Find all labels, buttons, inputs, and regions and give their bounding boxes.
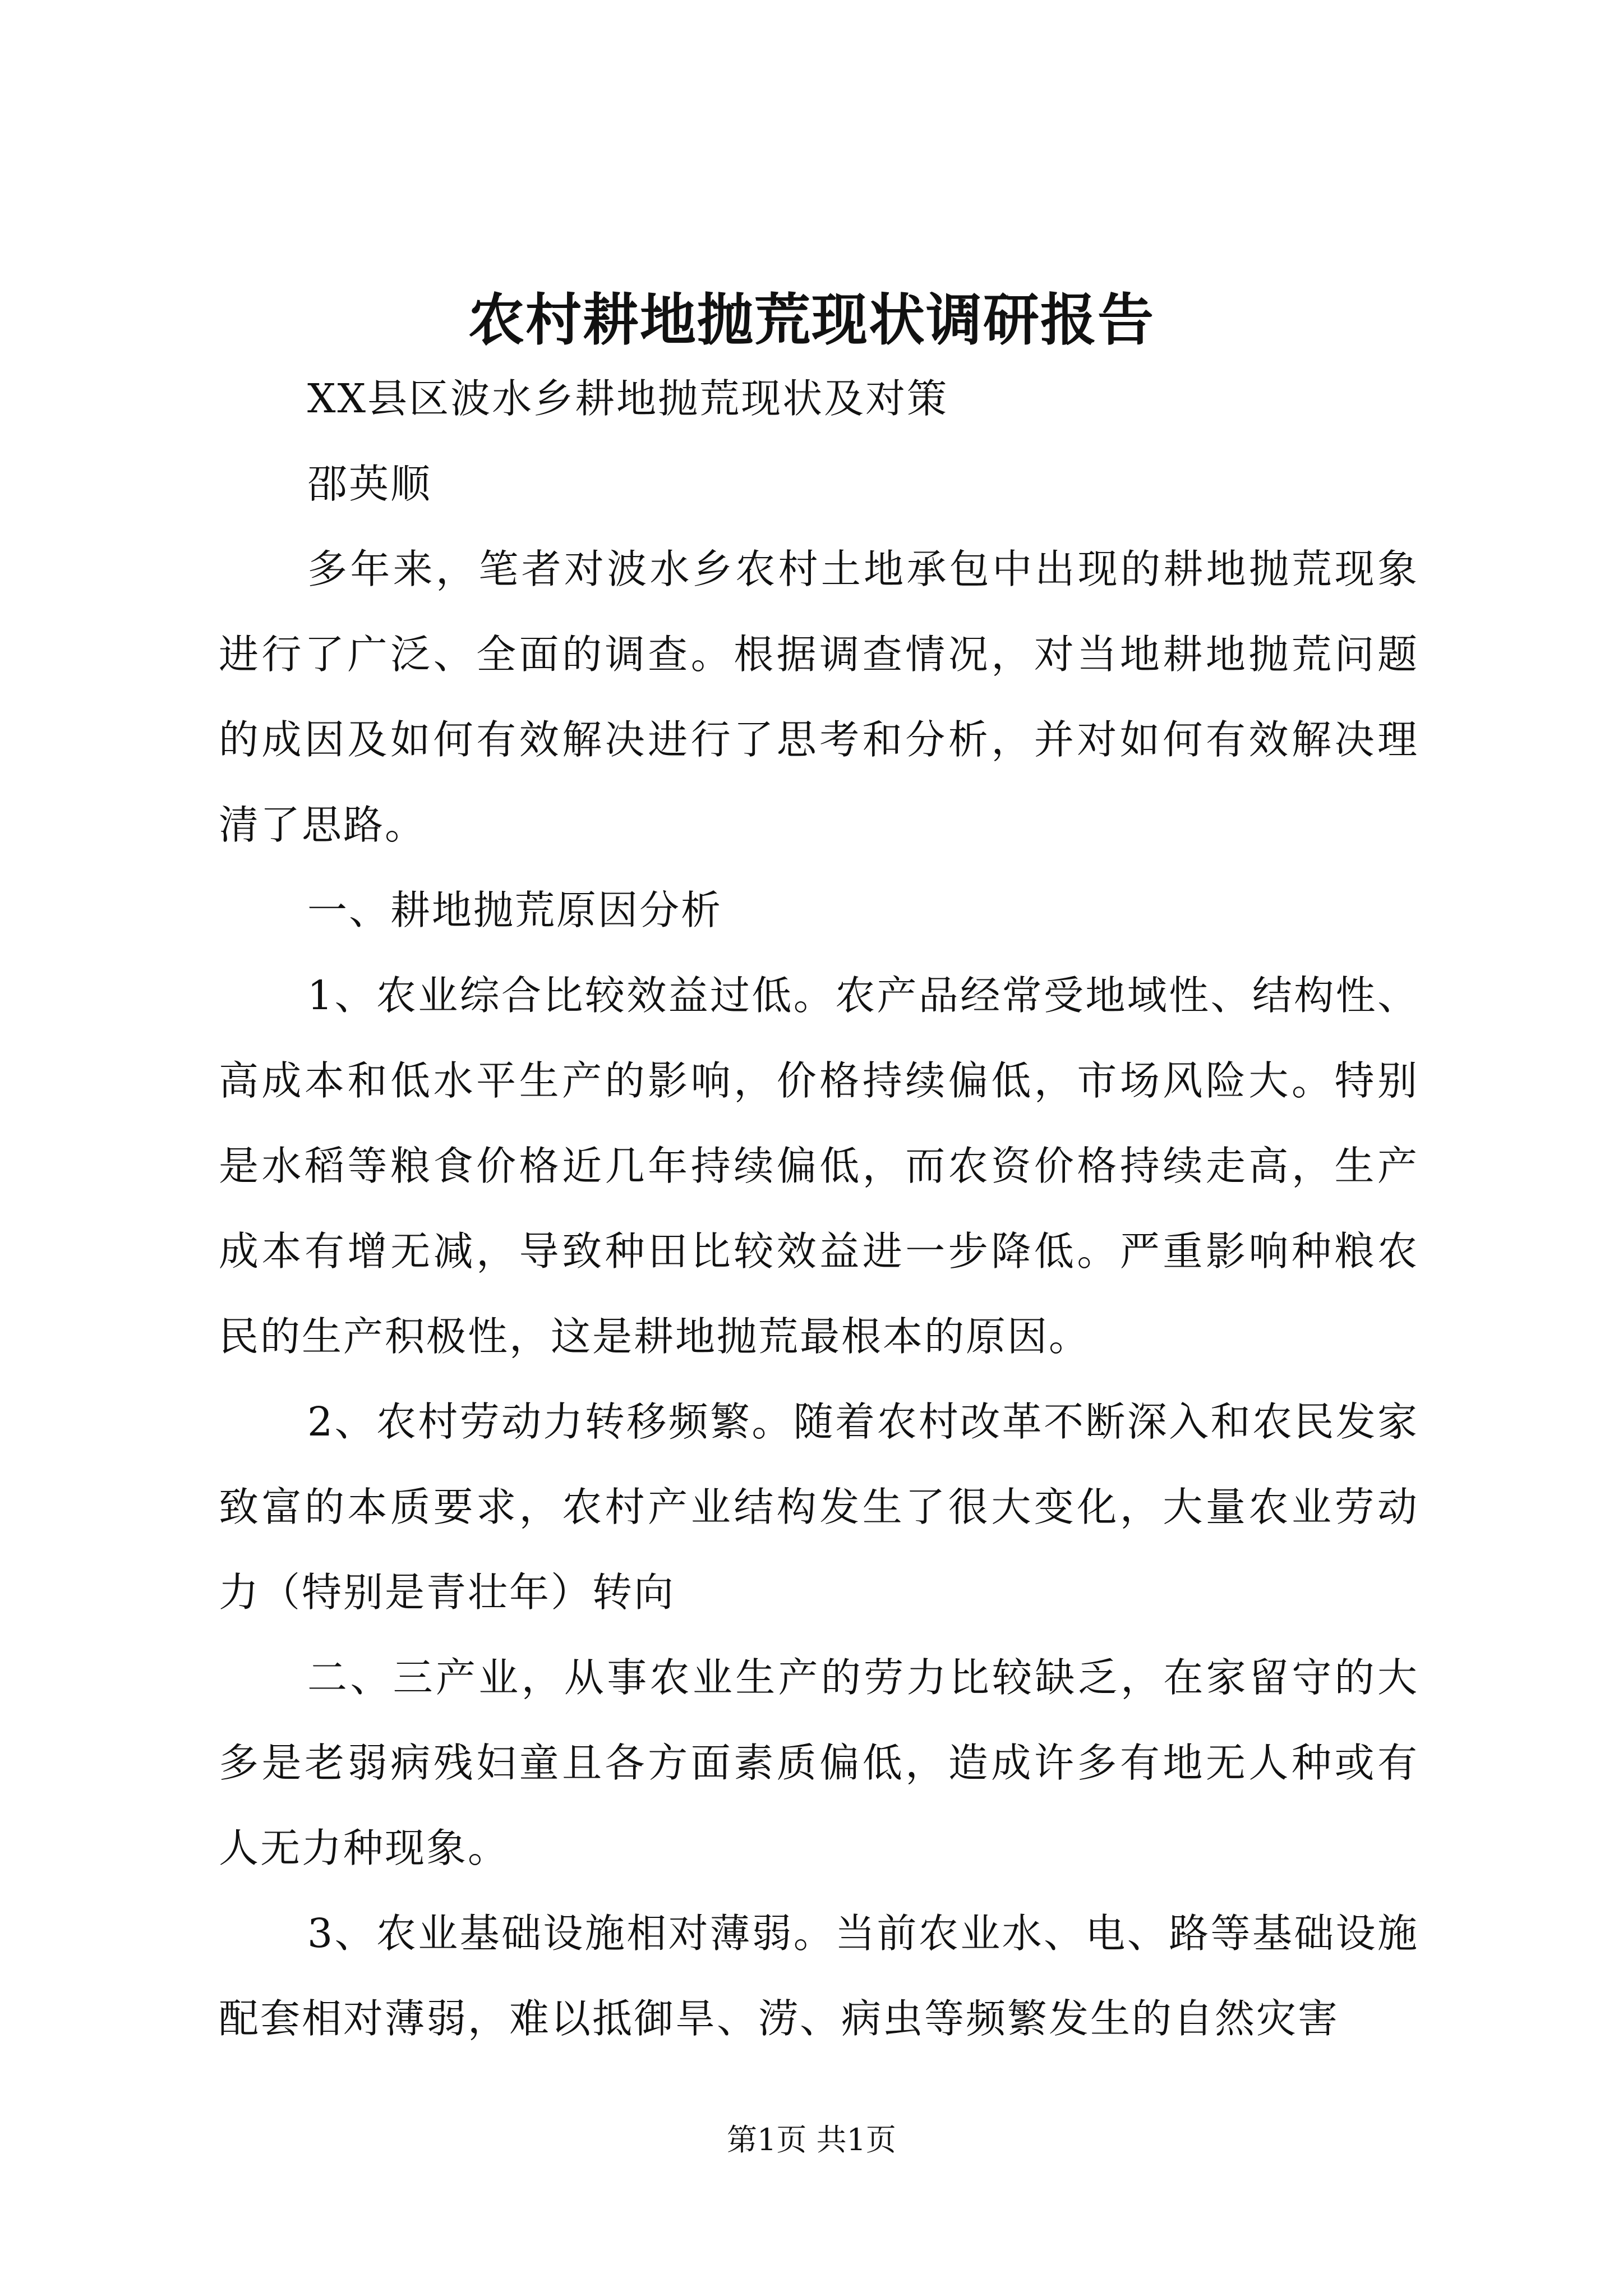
body-paragraph: 1、农业综合比较效益过低。农产品经常受地域性、结构性、高成本和低水平生产的影响，价格持续偏低，市场风险大。特别是水稻等粮食价格近几年持续偏低，而农资价格持续走高，生产成本有增无减，导致种田比较效益进一步降低。严重影响种粮农民的生产积极性，这是耕地抛荒最根本的原因。 xyxy=(219,972,1419,1360)
section-heading: 一、耕地抛荒原因分析 xyxy=(307,887,723,933)
body-paragraph: 2、农村劳动力转移频繁。随着农村改革不断深入和农民发家致富的本质要求，农村产业结构发生了很大变化，大量农业劳动力（特别是青壮年）转向 xyxy=(219,1398,1419,1616)
document-title: 农村耕地抛荒现状调研报告 xyxy=(468,287,1155,353)
subtitle-paragraph: XX县区波水乡耕地抛荒现状及对策 xyxy=(307,375,949,422)
document-body xyxy=(219,356,1419,2062)
intro-paragraph: 多年来，笔者对波水乡农村土地承包中出现的耕地抛荒现象进行了广泛、全面的调查。根据调查情况，对当地耕地抛荒问题的成因及如何有效解决进行了思考和分析，并对如何有效解决理清了思路。 xyxy=(219,546,1419,848)
body-paragraph: 二、三产业，从事农业生产的劳力比较缺乏，在家留守的大多是老弱病残妇童且各方面素质偏低，造成许多有地无人种或有人无力种现象。 xyxy=(219,1654,1419,1871)
body-paragraph: 3、农业基础设施相对薄弱。当前农业水、电、路等基础设施配套相对薄弱，难以抵御旱、涝、病虫等频繁发生的自然灾害 xyxy=(219,1910,1419,2042)
page-footer: 第1页 共1页 xyxy=(727,2122,896,2157)
author-paragraph: 邵英顺 xyxy=(307,461,432,507)
